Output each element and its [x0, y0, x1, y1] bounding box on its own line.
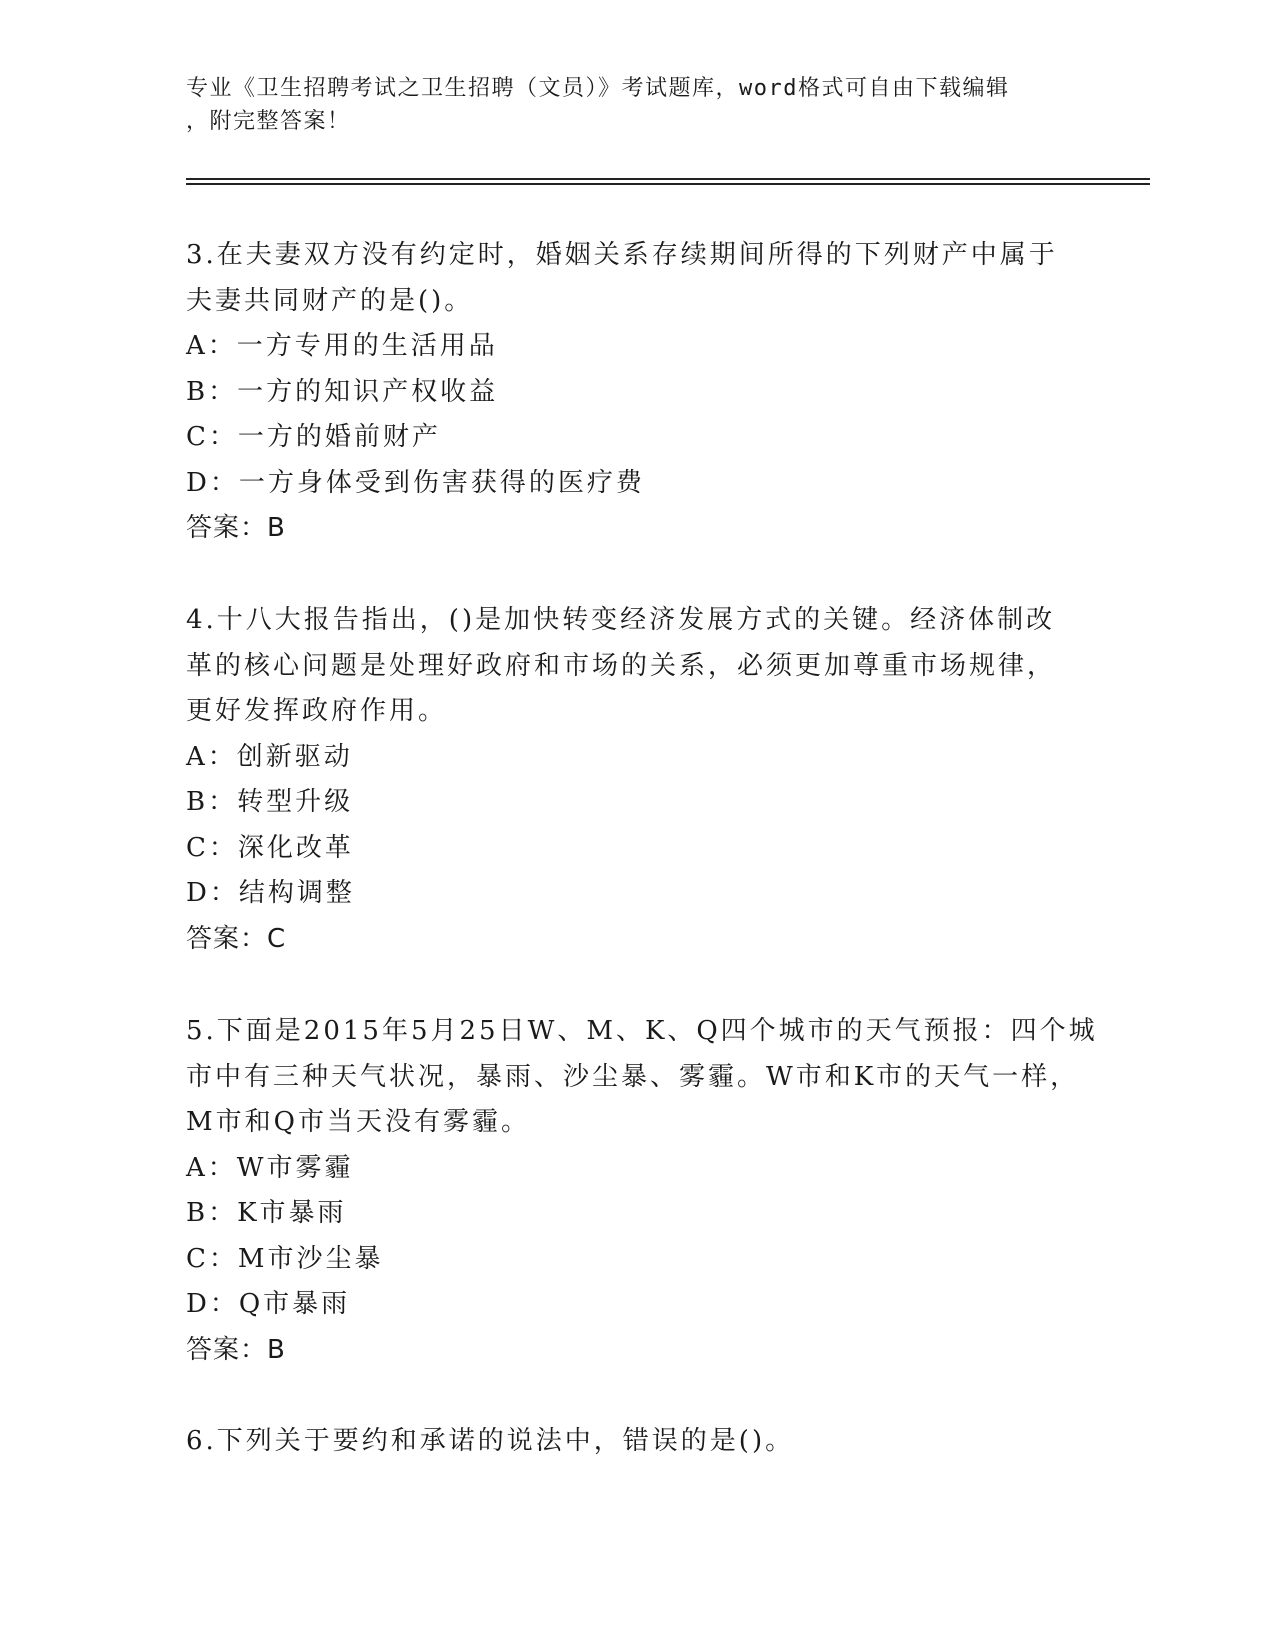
question-text-line: 3.在夫妻双方没有约定时，婚姻关系存续期间所得的下列财产中属于 [186, 240, 1058, 270]
question-text-line: M市和Q市当天没有雾霾。 [186, 1107, 530, 1137]
header-line-2: ，附完整答案！ [186, 109, 351, 134]
option-c: C：一方的婚前财产 [186, 422, 441, 452]
question-text-line: 4.十八大报告指出，()是加快转变经济发展方式的关键。经济体制改 [186, 605, 1056, 635]
option-d: D：一方身体受到伤害获得的医疗费 [186, 467, 645, 498]
option-b: B：一方的知识产权收益 [186, 376, 499, 407]
header-rule-bottom [186, 183, 1150, 185]
question-text-line: 6.下列关于要约和承诺的说法中，错误的是()。 [186, 1426, 795, 1456]
question-6 [186, 1419, 1086, 1465]
header-line-1: 专业《卫生招聘考试之卫生招聘（文员）》考试题库，word格式可自由下载编辑 [186, 76, 1010, 101]
answer-label: 答案：C [186, 923, 287, 954]
answer-label: 答案：B [186, 513, 286, 543]
option-a: A：一方专用的生活用品 [186, 331, 498, 361]
header-rule-top [186, 178, 1150, 180]
document-header [186, 72, 1066, 138]
question-text-line: 市中有三种天气状况，暴雨、沙尘暴、雾霾。W市和K市的天气一样， [186, 1061, 1080, 1092]
option-c: C：深化改革 [186, 832, 354, 863]
question-text-line: 5.下面是2015年5月25日W、M、K、Q四个城市的天气预报：四个城 [186, 1016, 1098, 1046]
option-a: A：创新驱动 [186, 741, 353, 772]
answer-label: 答案：B [186, 1334, 286, 1365]
question-5 [186, 1009, 1098, 1373]
question-text-line: 革的核心问题是处理好政府和市场的关系，必须更加尊重市场规律， [186, 650, 1057, 681]
option-b: B：K市暴雨 [186, 1198, 347, 1228]
option-c: C：M市沙尘暴 [186, 1243, 384, 1274]
option-a: A：W市雾霾 [186, 1152, 354, 1183]
question-text-line: 夫妻共同财产的是()。 [186, 285, 474, 316]
option-d: D：结构调整 [186, 878, 355, 908]
question-3 [186, 233, 1086, 552]
option-d: D：Q市暴雨 [186, 1289, 351, 1319]
question-text-line: 更好发挥政府作用。 [186, 696, 448, 726]
question-4 [186, 598, 1086, 962]
option-b: B：转型升级 [186, 787, 354, 817]
